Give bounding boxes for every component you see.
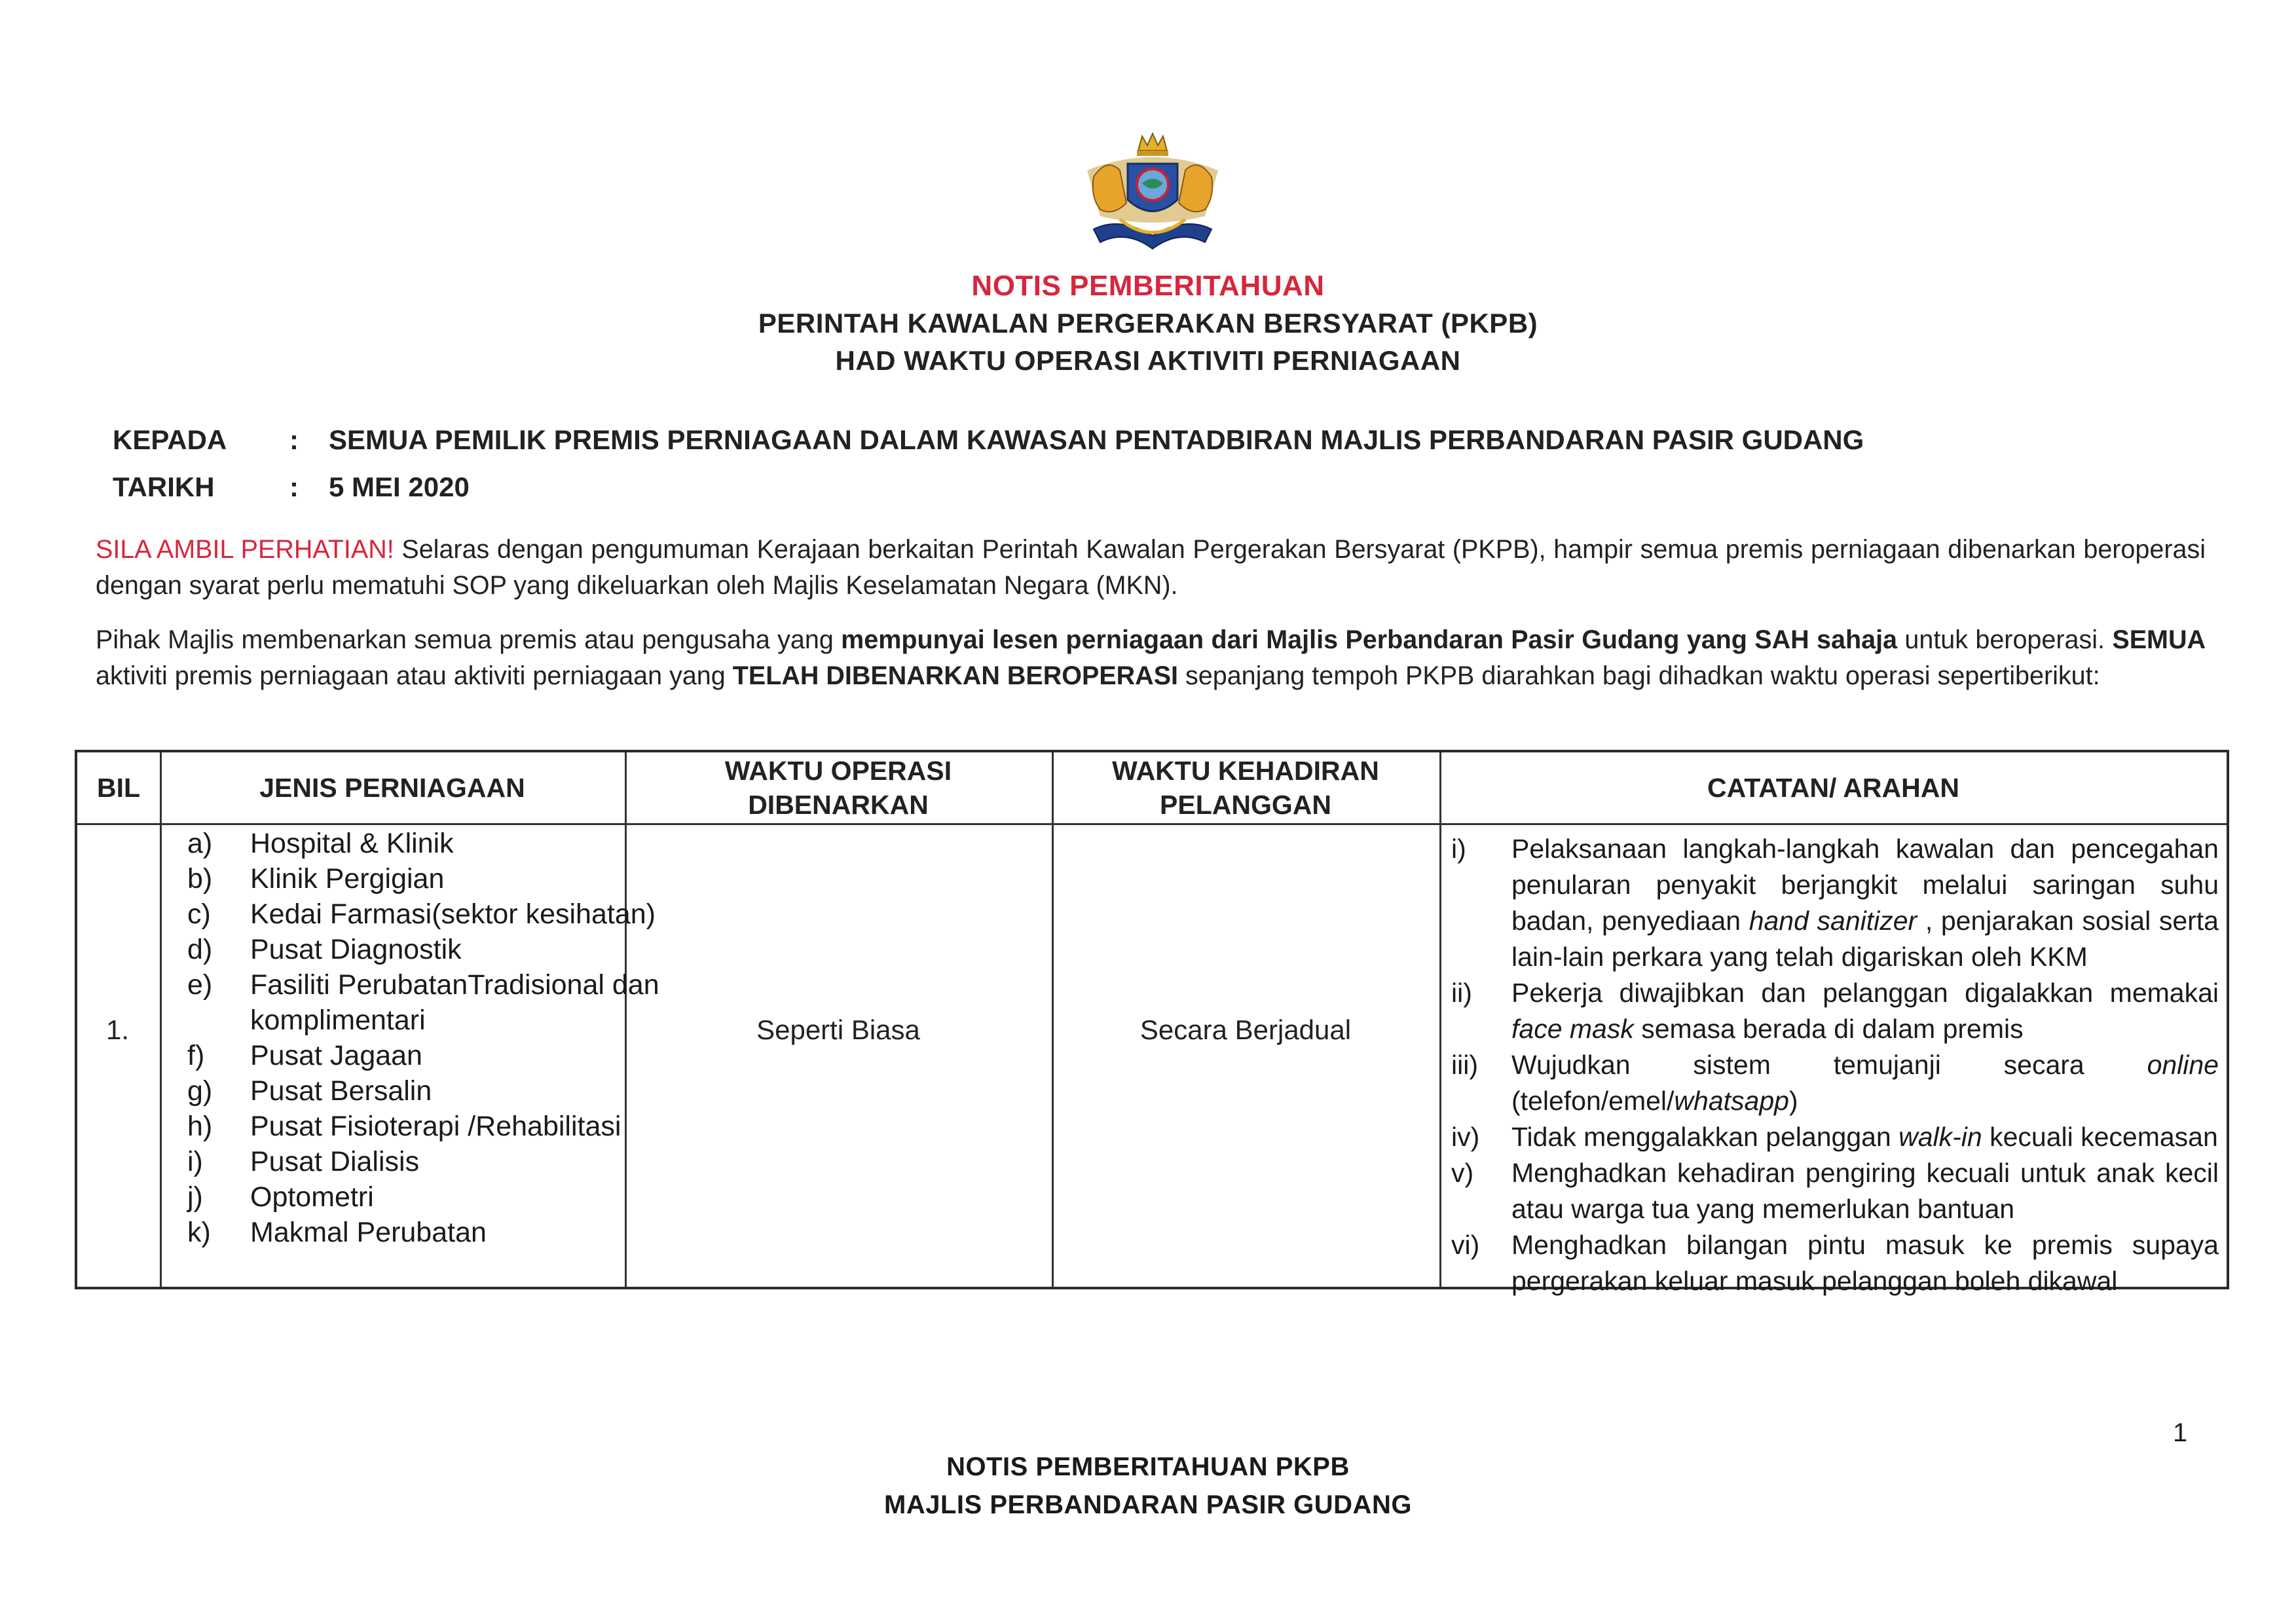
header-line: WAKTU KEHADIRAN (1112, 756, 1379, 786)
note-text-italic: online (2147, 1050, 2219, 1080)
recipient-value: SEMUA PEMILIK PREMIS PERNIAGAAN DALAM KAWASAN PENTADBIRAN MAJLIS PERBANDARAN PASIR GUDANG (329, 424, 1864, 455)
business-type-item (187, 932, 692, 967)
header-jenis: JENIS PERNIAGAAN (259, 773, 525, 803)
attention-text: Selaras dengan pengumuman Kerajaan berkaitan Perintah Kawalan Pergerakan Bersyarat (PKPB), hampir semua premis perniagaan dibenarkan beroperasi dengan syarat perlu mematuhi SOP yang dikeluarkan oleh Majlis Keselamatan Negara (MKN). (96, 535, 2206, 600)
business-type-item (187, 1144, 692, 1179)
header-bil: BIL (96, 773, 141, 803)
item-marker: g) (187, 1075, 213, 1107)
date-value: 5 MEI 2020 (329, 471, 470, 502)
note-text-part: Pekerja diwajibkan dan pelanggan digalakkan memakai (1511, 978, 2219, 1008)
attention-paragraph (96, 532, 2206, 604)
note-marker: vi) (1451, 1230, 1480, 1260)
item-marker: j) (187, 1181, 203, 1213)
item-text: Pusat Jagaan (250, 1040, 422, 1071)
header-line: PELANGGAN (1160, 790, 1331, 820)
note-item (1451, 1155, 2219, 1227)
note-text-part: , penjarakan sosial serta lain-lain perkara yang telah digariskan oleh KKM (1511, 906, 2219, 972)
item-text: Optometri (250, 1181, 374, 1213)
note-text-italic: face mask (1511, 1014, 1634, 1044)
note-text-part: Menghadkan kehadiran pengiring kecuali untuk anak kecil atau warga tua yang memerlukan bantuan (1511, 1158, 2219, 1224)
note-marker: iv) (1451, 1122, 1480, 1152)
note-text (1451, 1119, 2219, 1155)
item-text: Fasiliti PerubatanTradisional dan komplimentari (250, 969, 659, 1036)
header-waktu-kehadiran (1052, 752, 1439, 823)
note-marker: ii) (1451, 978, 1472, 1008)
item-marker: h) (187, 1111, 213, 1142)
paragraph-text: Pihak Majlis membenarkan semua premis atau pengusaha yang (96, 625, 842, 654)
item-marker: d) (187, 934, 213, 965)
note-text-part: kecuali kecemasan (1982, 1122, 2218, 1152)
note-text (1451, 831, 2219, 975)
note-marker: i) (1451, 834, 1466, 864)
note-text (1451, 1227, 2219, 1299)
notice-title: NOTIS PEMBERITAHUAN (971, 270, 1325, 302)
header-waktu-operasi (625, 752, 1052, 823)
business-type-list (187, 826, 692, 1250)
header-line: WAKTU OPERASI (724, 756, 952, 786)
item-marker: c) (187, 898, 211, 930)
note-text-part: Tidak menggalakkan pelanggan (1511, 1122, 1899, 1152)
business-type-item (187, 1073, 692, 1109)
business-type-item (187, 826, 692, 861)
note-marker: iii) (1451, 1050, 1478, 1080)
operating-hours-value: Seperti Biasa (756, 1014, 920, 1045)
note-item (1451, 975, 2219, 1047)
note-text-part: ) (1788, 1086, 1798, 1116)
note-text (1451, 1047, 2219, 1119)
business-type-item (187, 967, 692, 1038)
business-type-item (187, 861, 692, 896)
column-divider (1439, 752, 1441, 1287)
subtitle-pkpb: PERINTAH KAWALAN PERGERAKAN BERSYARAT (PKPB) (758, 308, 1538, 339)
paragraph-emphasis: mempunyai lesen perniagaan dari Majlis Perbandaran Pasir Gudang yang SAH sahaja (841, 625, 1898, 654)
customer-attendance-value: Secara Berjadual (1139, 1014, 1352, 1045)
recipient-row (113, 424, 2208, 461)
item-marker: f) (187, 1040, 205, 1071)
item-marker: a) (187, 828, 213, 859)
note-text-part: semasa berada di dalam premis (1633, 1014, 2024, 1044)
business-type-item (187, 1038, 692, 1073)
item-marker: i) (187, 1146, 203, 1177)
business-type-item (187, 896, 692, 932)
attention-label: SILA AMBIL PERHATIAN! (96, 535, 394, 564)
license-paragraph (96, 622, 2206, 694)
note-item (1451, 1047, 2219, 1119)
item-marker: e) (187, 969, 213, 1001)
paragraph-text: aktiviti premis perniagaan atau aktiviti perniagaan yang (96, 661, 733, 690)
note-text-part: (telefon/emel/ (1511, 1086, 1675, 1116)
colon: : (289, 424, 299, 455)
note-text-italic: whatsapp (1674, 1086, 1789, 1116)
paragraph-emphasis: SEMUA (2112, 625, 2206, 654)
header-line: DIBENARKAN (748, 790, 929, 820)
note-item (1451, 1227, 2219, 1299)
note-marker: v) (1451, 1158, 1474, 1188)
business-type-item (187, 1109, 692, 1144)
footer-council: MAJLIS PERBANDARAN PASIR GUDANG (884, 1490, 1412, 1519)
row-number: 1. (106, 1014, 130, 1045)
note-text-part: Wujudkan sistem temujanji secara (1511, 1050, 2147, 1080)
business-hours-table (75, 750, 2229, 1296)
item-text: Pusat Diagnostik (250, 934, 462, 965)
notes-list (1451, 831, 2219, 1299)
item-text: Pusat Bersalin (250, 1075, 432, 1107)
item-text: Kedai Farmasi(sektor kesihatan) (250, 898, 656, 930)
subtitle-operating-hours: HAD WAKTU OPERASI AKTIVITI PERNIAGAAN (835, 345, 1461, 376)
colon: : (289, 471, 299, 502)
paragraph-text: sepanjang tempoh PKPB diarahkan bagi dihadkan waktu operasi sepertiberikut: (1178, 661, 2100, 690)
item-text: Makmal Perubatan (250, 1217, 487, 1248)
business-type-item (187, 1179, 692, 1215)
date-label: TARIKH (113, 471, 215, 502)
note-text-italic: walk-in (1898, 1122, 1982, 1152)
item-text: Hospital & Klinik (250, 828, 454, 859)
note-text-part: Menghadkan bilangan pintu masuk ke premis supaya pergerakan keluar masuk pelanggan boleh dikawal (1511, 1230, 2219, 1296)
item-marker: b) (187, 863, 213, 895)
date-row (113, 471, 2208, 508)
note-text-part: Pelaksanaan langkah-langkah kawalan dan pencegahan penularan penyakit berjangkit melalui saringan suhu badan, penyediaan (1511, 834, 2219, 936)
note-item (1451, 831, 2219, 975)
paragraph-text: untuk beroperasi. (1897, 625, 2113, 654)
business-type-item (187, 1215, 692, 1250)
header-catatan: CATATAN/ ARAHAN (1707, 773, 1959, 803)
header-divider (77, 823, 2227, 825)
note-text (1451, 975, 2219, 1047)
item-marker: k) (187, 1217, 211, 1248)
crest-logo (1074, 131, 1231, 259)
footer-title: NOTIS PEMBERITAHUAN PKPB (946, 1452, 1350, 1481)
item-text: Klinik Pergigian (250, 863, 445, 895)
note-item (1451, 1119, 2219, 1155)
recipient-label: KEPADA (113, 424, 227, 455)
paragraph-emphasis: TELAH DIBENARKAN BEROPERASI (732, 661, 1179, 690)
item-text: Pusat Fisioterapi /Rehabilitasi (250, 1111, 621, 1142)
column-divider (160, 752, 162, 1287)
note-text (1451, 1155, 2219, 1227)
item-text: Pusat Dialisis (250, 1146, 420, 1177)
page-number: 1 (2173, 1418, 2188, 1447)
note-text-italic: hand sanitizer (1749, 906, 1917, 936)
